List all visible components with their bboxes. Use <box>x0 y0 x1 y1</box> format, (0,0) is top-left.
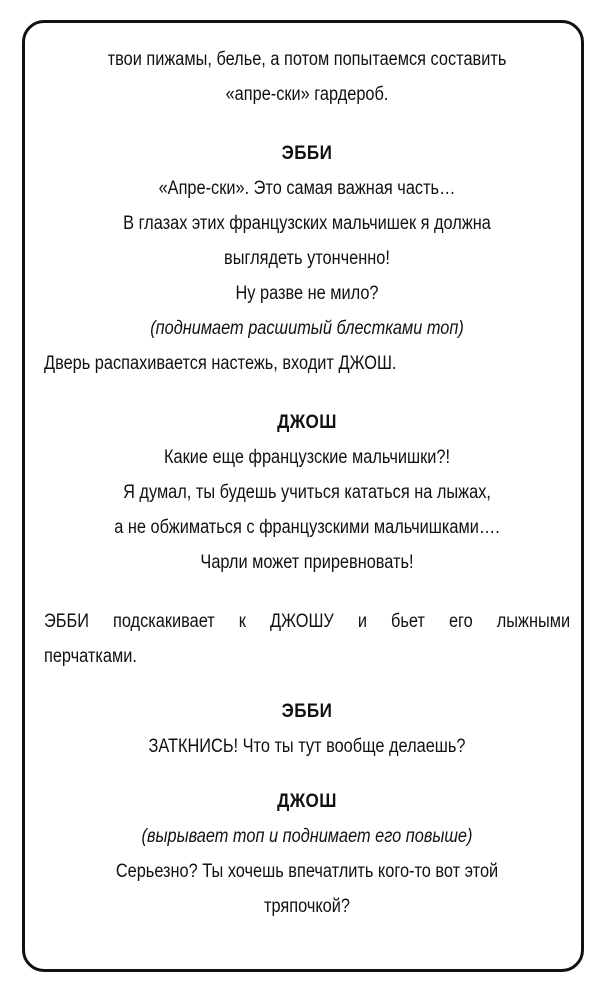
dialogue-line: ЗАТКНИСЬ! Что ты тут вообще делаешь? <box>148 736 466 757</box>
dialogue-line: Какие еще французские мальчишки?! <box>164 447 450 468</box>
dialogue-line: выглядеть утонченно! <box>224 248 390 269</box>
speaker-name: ДЖОШ <box>277 412 337 433</box>
speaker-name: ЭББИ <box>281 701 333 722</box>
stage-direction: (вырывает топ и поднимает его повыше) <box>141 826 473 847</box>
intro-line-1: твои пижамы, белье, а потом попытаемся составить <box>107 49 507 70</box>
dialogue-line: Серьезно? Ты хочешь впечатлить кого-то вот этой <box>115 861 499 882</box>
action-line: Дверь распахивается настежь, входит ДЖОШ. <box>44 353 397 374</box>
speaker-name: ЭББИ <box>281 143 333 164</box>
action-line: ЭББИ подскакивает к ДЖОШУ и бьет его лыжными <box>44 611 571 632</box>
dialogue-line: В глазах этих французских мальчишек я должна <box>123 213 491 234</box>
intro-line-2: «апре-ски» гардероб. <box>225 84 389 105</box>
dialogue-line: а не обжиматься с французскими мальчишками…. <box>114 517 500 538</box>
dialogue-line: Я думал, ты будешь учиться кататься на лыжах, <box>123 482 491 503</box>
dialogue-line: Чарли может приревновать! <box>200 552 414 573</box>
stage-direction: (поднимает расшитый блестками топ) <box>150 318 464 339</box>
dialogue-line: тряпочкой? <box>264 896 350 917</box>
speaker-name: ДЖОШ <box>277 791 337 812</box>
script-page <box>44 42 570 924</box>
action-line: перчатками. <box>44 646 137 667</box>
dialogue-line: Ну разве не мило? <box>235 283 379 304</box>
dialogue-line: «Апре-ски». Это самая важная часть… <box>158 178 456 199</box>
